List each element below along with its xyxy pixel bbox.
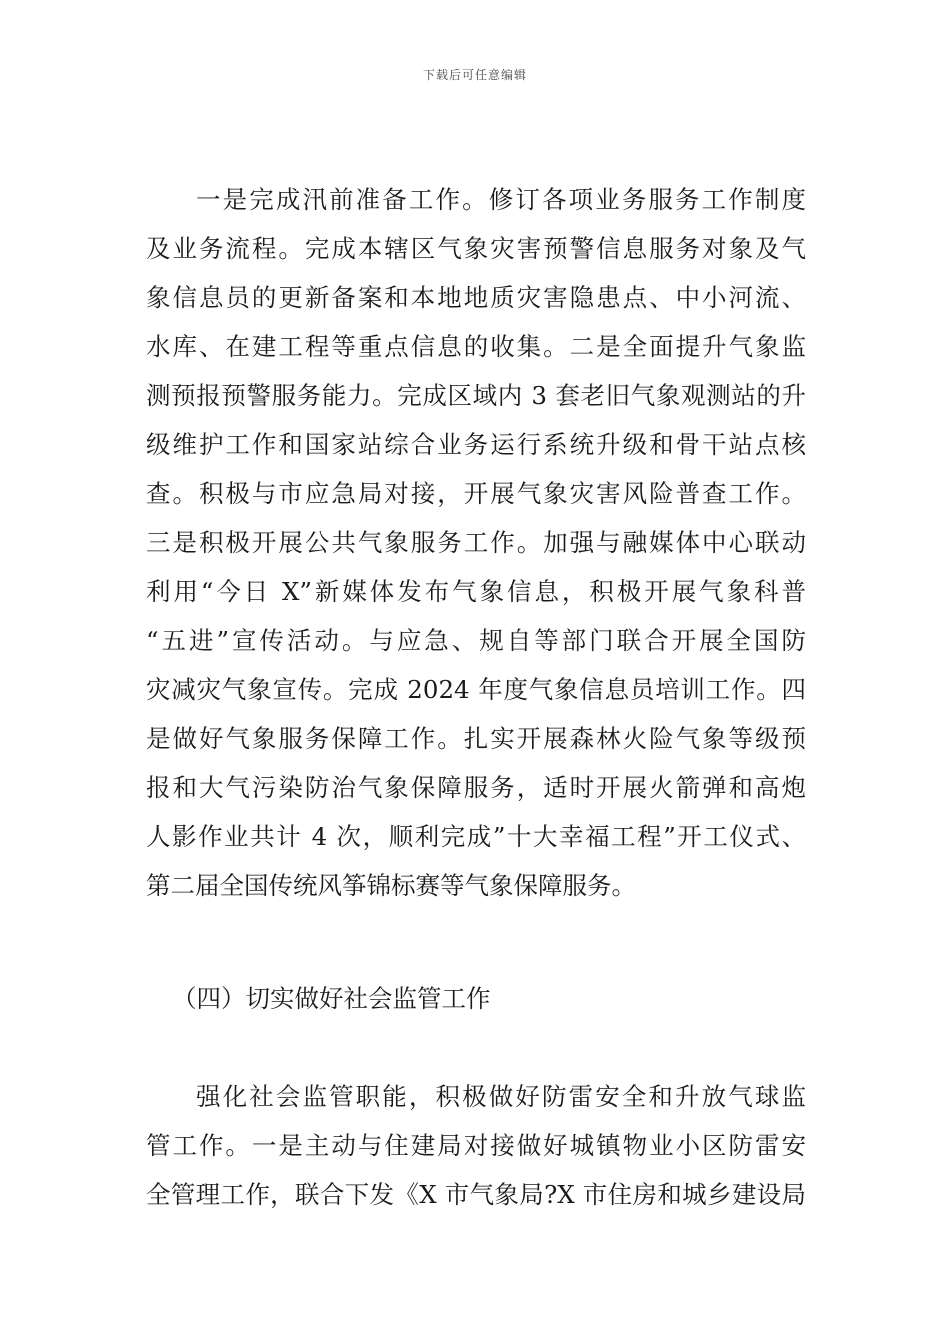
paragraph-line: 报和大气污染防治气象保障服务，适时开展火箭弹和高炮	[146, 773, 806, 802]
paragraph-line: 全管理工作，联合下发《X 市气象局?X 市住房和城乡建设局	[146, 1180, 806, 1209]
paragraph-line: 灾减灾气象宣传。完成 2024 年度气象信息员培训工作。四	[146, 675, 806, 704]
paragraph-line: “五进”宣传活动。与应急、规自等部门联合开展全国防	[146, 626, 806, 655]
paragraph-line: 象信息员的更新备案和本地地质灾害隐患点、中小河流、	[146, 283, 806, 312]
paragraph-line: 利用“今日 X”新媒体发布气象信息，积极开展气象科普	[146, 577, 806, 606]
page-header-note: 下载后可任意编辑	[422, 68, 527, 82]
section-heading: （四）切实做好社会监管工作	[172, 984, 491, 1013]
paragraph-line: 三是积极开展公共气象服务工作。加强与融媒体中心联动	[146, 528, 806, 557]
paragraph-line: 级维护工作和国家站综合业务运行系统升级和骨干站点核	[146, 430, 806, 459]
paragraph-line: 管工作。一是主动与住建局对接做好城镇物业小区防雷安	[146, 1131, 806, 1160]
paragraph-line: 水库、在建工程等重点信息的收集。二是全面提升气象监	[146, 332, 806, 361]
paragraph-line: 一是完成汛前准备工作。修订各项业务服务工作制度	[196, 185, 806, 214]
paragraph-line: 测预报预警服务能力。完成区域内 3 套老旧气象观测站的升	[146, 381, 806, 410]
paragraph-line: 是做好气象服务保障工作。扎实开展森林火险气象等级预	[146, 724, 806, 753]
paragraph-line: 强化社会监管职能，积极做好防雷安全和升放气球监	[196, 1082, 806, 1111]
paragraph-line: 人影作业共计 4 次，顺利完成”十大幸福工程”开工仪式、	[146, 822, 806, 851]
paragraph-line: 第二届全国传统风筝锦标赛等气象保障服务。	[146, 871, 636, 900]
paragraph-line: 查。积极与市应急局对接，开展气象灾害风险普查工作。	[146, 479, 806, 508]
paragraph-line: 及业务流程。完成本辖区气象灾害预警信息服务对象及气	[146, 234, 806, 263]
